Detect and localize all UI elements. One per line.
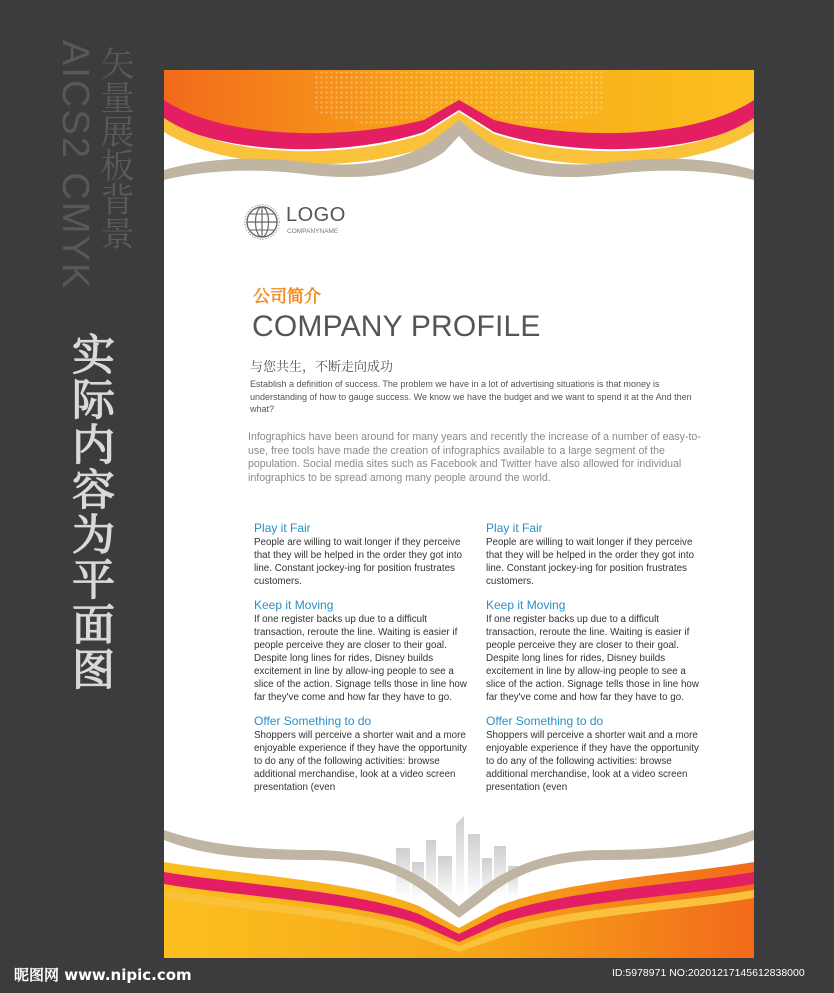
section-title: Play it Fair: [254, 521, 311, 535]
side-caption-cn-small: 矢量展板背景: [94, 46, 134, 250]
section-keep-it-moving: [486, 597, 706, 704]
intro-text: Establish a definition of success. The problem we have in a lot of advertising situations is that money is understanding of how to gauge success. We know we have the budget and we want to spend it at the And then what?: [250, 379, 692, 414]
tagline: 与您共生，不断走向成功: [250, 360, 394, 375]
bottom-wave-banner: [164, 810, 754, 958]
section-body: If one register backs up due to a difficult transaction, reroute the line. Waiting is easier if people perceive they are closer to their goal. Despite long lines for rides, Disney builds excitement in line by allow-ing people to see a slice of the action. Signage tells those in line how far they've come and how far they have to go.: [486, 614, 699, 703]
section-keep-it-moving: [254, 597, 474, 704]
heading-cn: 公司简介: [253, 287, 321, 307]
section-title: Keep it Moving: [254, 598, 334, 612]
section-body: People are willing to wait longer if they perceive that they will be helped in the order they got into line. Constant jockey-ing for position frustrates customers.: [486, 537, 695, 587]
section-title: Offer Something to do: [254, 714, 372, 728]
globe-icon: [244, 204, 280, 240]
right-column: [486, 520, 706, 803]
section-title: Play it Fair: [486, 521, 543, 535]
section-title: Offer Something to do: [486, 714, 604, 728]
left-column: [254, 520, 474, 803]
logo-text: LOGO: [286, 204, 346, 226]
page-title: COMPANY PROFILE: [252, 310, 541, 343]
section-title: Keep it Moving: [486, 598, 566, 612]
section-offer-something: [486, 713, 706, 794]
top-wave-banner: [164, 70, 754, 210]
side-caption-cn-large: 实际内容为平面图: [65, 332, 115, 692]
side-caption-latin: AICS2 CMYK: [54, 40, 96, 291]
section-body: Shoppers will perceive a shorter wait and a more enjoyable experience if they have the opportunity to do any of the following activities: browse additional merchandise, look at a video screen presentation (even: [486, 730, 699, 793]
image-id-line: ID:5978971 NO:20201217145612838000: [612, 967, 805, 979]
company-logo: [244, 204, 374, 244]
section-offer-something: [254, 713, 474, 794]
section-play-it-fair: [254, 520, 474, 588]
body-paragraph: Infographics have been around for many years and recently the increase of a number of easy-to-use, free tools have made the creation of infographics available to a large segment of the population. Social media sites such as Facebook and Twitter have also allowed for individual infographics to be spread among many people around the world.: [248, 431, 701, 484]
section-body: If one register backs up due to a difficult transaction, reroute the line. Waiting is easier if people perceive they are closer to their goal. Despite long lines for rides, Disney builds excitement in line by allow-ing people to see a slice of the action. Signage tells those in line how far they've come and how far they have to go.: [254, 614, 467, 703]
section-body: People are willing to wait longer if they perceive that they will be helped in the order they got into line. Constant jockey-ing for position frustrates customers.: [254, 537, 463, 587]
site-watermark: 昵图网 www.nipic.com: [14, 966, 192, 984]
poster: [164, 70, 754, 958]
section-play-it-fair: [486, 520, 706, 588]
logo-company-name: COMPANYNAME: [287, 228, 339, 235]
section-body: Shoppers will perceive a shorter wait and a more enjoyable experience if they have the opportunity to do any of the following activities: browse additional merchandise, look at a video screen presentation (even: [254, 730, 467, 793]
